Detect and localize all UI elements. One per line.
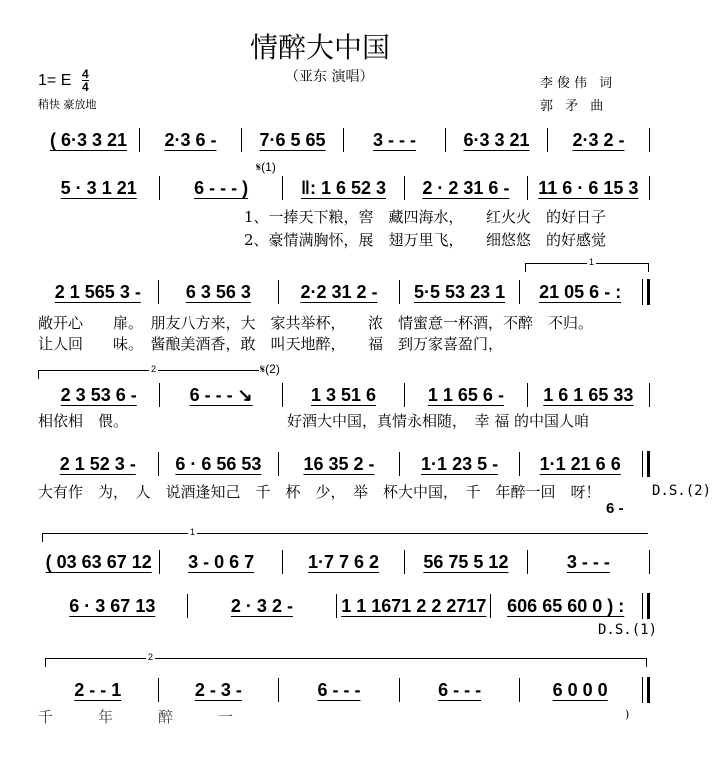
measure: 2 · 3 2 - bbox=[230, 595, 293, 616]
final-bar-line bbox=[642, 677, 650, 703]
measure: 3 - 0 6 7 bbox=[188, 551, 255, 572]
measure: ‖: 1 6 52 3 bbox=[301, 177, 387, 198]
ds-1: D.S.(1) bbox=[598, 622, 658, 638]
song-title: 情醉大中国 bbox=[250, 31, 391, 64]
lyrics-line: 千 年 醉 一 bbox=[38, 708, 234, 726]
measure: 6 0 0 0 bbox=[552, 679, 608, 700]
measure: 1 6 1 65 33 bbox=[543, 384, 634, 405]
measure: 2 1 52 3 - bbox=[59, 453, 136, 474]
measure: 5·5 53 23 1 bbox=[414, 281, 506, 302]
segno-2: 𝄋(2) bbox=[260, 362, 280, 376]
measure: 1·1 23 5 - bbox=[421, 453, 499, 474]
lyrics-line: 大有作 为， 人 说酒逢知己 千 杯 少， 举 杯大中国， 千 年醉一回 呀！ bbox=[38, 483, 601, 501]
measure: 2 - 3 - bbox=[194, 679, 242, 700]
lyrics-line: 1、一捧天下粮，窖 藏四海水， 红火火 的好日子 bbox=[244, 208, 607, 226]
notation-row bbox=[38, 678, 650, 702]
bar-line bbox=[649, 128, 650, 152]
volta-label: 2 bbox=[148, 652, 154, 662]
measure: 1 1 65 6 - bbox=[427, 384, 504, 405]
measure: 2·3 2 - bbox=[572, 129, 625, 150]
lyrics-end: ) bbox=[625, 708, 630, 721]
measure: 11 6 · 6 15 3 bbox=[538, 177, 639, 198]
lyricist: 李俊伟 词 bbox=[540, 76, 617, 91]
composer: 郭 矛 曲 bbox=[540, 99, 608, 114]
notation-row bbox=[38, 383, 650, 407]
measure: 6 · 6 56 53 bbox=[175, 453, 262, 474]
notation-row bbox=[38, 550, 650, 574]
final-bar-line bbox=[642, 279, 650, 305]
notation-row bbox=[38, 594, 650, 618]
measure: 1·7 7 6 2 bbox=[307, 551, 380, 572]
lyrics-line: 相依相 偎。 bbox=[38, 412, 129, 430]
measure: 606 65 60 0 ) : bbox=[507, 595, 625, 616]
lyrics-line: 2、豪情满胸怀，展 翅万里飞， 细悠悠 的好感觉 bbox=[244, 231, 607, 249]
measure: 5 · 3 1 21 bbox=[60, 177, 137, 198]
final-bar-line bbox=[642, 593, 650, 619]
bar-line bbox=[649, 550, 650, 574]
measure: 6 - - - ) bbox=[194, 177, 249, 198]
volta-1-bracket bbox=[42, 527, 648, 542]
volta-1-bracket bbox=[525, 257, 649, 272]
measure: 3 - - - bbox=[373, 129, 416, 150]
tempo-marking: 稍快 豪放地 bbox=[38, 98, 97, 111]
measure: 7·6 5 65 bbox=[259, 129, 326, 150]
alternate-ending: 6 - bbox=[606, 500, 624, 517]
measure: 6·3 3 21 bbox=[463, 129, 530, 150]
notation-row bbox=[38, 128, 650, 152]
singer-credit: （亚东 演唱） bbox=[285, 69, 374, 85]
segno-1: 𝄋(1) bbox=[256, 160, 276, 174]
measure: 1·1 21 6 6 bbox=[539, 453, 621, 474]
measure: 6 - - - bbox=[438, 679, 482, 700]
ds-2: D.S.(2) bbox=[652, 483, 712, 499]
measure: 2·2 31 2 - bbox=[300, 281, 378, 302]
measure: 2·3 6 - bbox=[164, 129, 217, 150]
notation-row bbox=[38, 280, 650, 304]
measure: 6 3 56 3 bbox=[185, 281, 251, 302]
key-signature: 1= E bbox=[38, 72, 72, 89]
measure: 3 - - - bbox=[566, 551, 610, 572]
time-signature bbox=[82, 68, 89, 93]
lyrics-line: 让人回 味。 酱酿美酒香，敢 叫天地醉， 福 到万家喜盈门， bbox=[38, 335, 504, 353]
measure: 21 05 6 - : bbox=[539, 281, 622, 302]
measure: 6 · 3 67 13 bbox=[69, 595, 156, 616]
notation-row bbox=[38, 452, 650, 476]
meter-bottom: 4 bbox=[82, 80, 89, 94]
measure: 2 - - 1 bbox=[74, 679, 122, 700]
measure: 16 35 2 - bbox=[303, 453, 375, 474]
measure: 6 - - - ↘ bbox=[189, 384, 253, 405]
volta-label: 2 bbox=[151, 364, 157, 374]
lyrics-line: 好酒大中国，真情永相随， 幸 福 的中国人咱 bbox=[287, 412, 590, 430]
volta-2-bracket bbox=[38, 364, 259, 379]
volta-label: 1 bbox=[190, 527, 196, 537]
notation-row bbox=[38, 176, 650, 200]
measure: ( 03 63 67 12 bbox=[45, 551, 152, 572]
measure: 2 1 565 3 - bbox=[54, 281, 141, 302]
measure: 2 3 53 6 - bbox=[60, 384, 137, 405]
bar-line bbox=[649, 176, 650, 200]
lyrics-line: 敞开心 扉。 朋友八方来，大 家共举杯， 浓 情蜜意一杯酒，不醉 不归。 bbox=[38, 314, 594, 332]
measure: 1 1 1671 2 2 2717 bbox=[341, 595, 487, 616]
volta-2-bracket bbox=[45, 652, 647, 667]
meter-top: 4 bbox=[82, 67, 89, 81]
measure: 2 · 2 31 6 - bbox=[422, 177, 510, 198]
measure: 56 75 5 12 bbox=[423, 551, 509, 572]
measure: ( 6·3 3 21 bbox=[49, 129, 128, 150]
bar-line bbox=[649, 383, 650, 407]
measure: 1 3 51 6 bbox=[310, 384, 377, 405]
final-bar-line bbox=[642, 451, 650, 477]
measure: 6 - - - bbox=[317, 679, 361, 700]
volta-label: 1 bbox=[589, 257, 595, 267]
